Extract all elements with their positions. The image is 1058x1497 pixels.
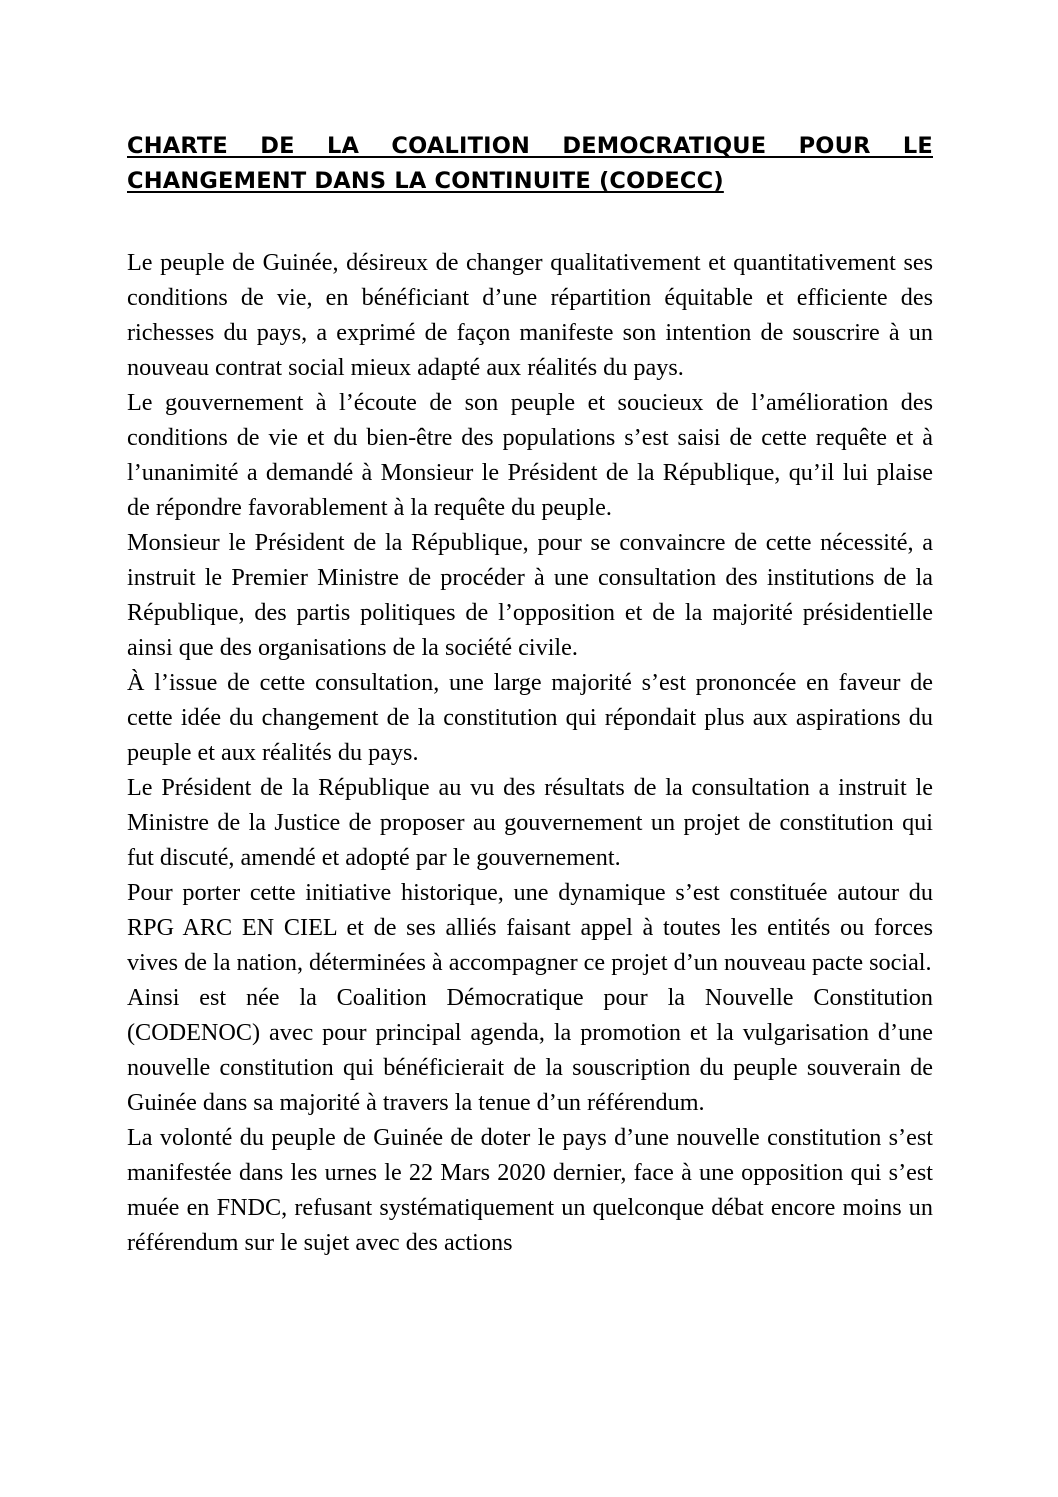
paragraph-4: À l’issue de cette consultation, une large majorité s’est prononcée en faveur de cette idée du changement de la constitution qui répondait plus aux aspirations du peuple et aux réalités du pays.	[127, 669, 933, 766]
paragraph-1: Le peuple de Guinée, désireux de changer qualitativement et quantitativement ses conditions de vie, en bénéficiant d’une répartition équitable et efficiente des richesses du pays, a exprimé de façon manifeste son intention de souscrire à un nouveau contrat social mieux adapté aux réalités du pays.	[127, 249, 933, 381]
document-title: CHARTE DE LA COALITION DEMOCRATIQUE POUR LE CHANGEMENT DANS LA CONTINUITE (CODECC)	[127, 133, 933, 194]
paragraph-2: Le gouvernement à l’écoute de son peuple et soucieux de l’amélioration des conditions de vie et du bien-être des populations s’est saisi de cette requête et à l’unanimité a demandé à Monsieur le Président de la République, qu’il lui plaise de répondre favorablement à la requête du peuple.	[127, 389, 933, 521]
paragraph-3: Monsieur le Président de la République, pour se convaincre de cette nécessité, a instruit le Premier Ministre de procéder à une consultation des institutions de la République, des partis politiques de l’opposition et de la majorité présidentielle ainsi que des organisations de la société civile.	[127, 529, 933, 661]
paragraph-7: Ainsi est née la Coalition Démocratique pour la Nouvelle Constitution (CODENOC) avec pour principal agenda, la promotion et la vulgarisation d’une nouvelle constitution qui bénéficierait de la souscription du peuple souverain de Guinée dans sa majorité à travers la tenue d’un référendum.	[127, 984, 933, 1116]
paragraph-5: Le Président de la République au vu des résultats de la consultation a instruit le Ministre de la Justice de proposer au gouvernement un projet de constitution qui fut discuté, amendé et adopté par le gouvernement.	[127, 774, 933, 871]
paragraph-6: Pour porter cette initiative historique, une dynamique s’est constituée autour du RPG ARC EN CIEL et de ses alliés faisant appel à toutes les entités ou forces vives de la nation, déterminées à accompagner ce projet d’un nouveau pacte social.	[127, 879, 933, 976]
document-body	[127, 245, 933, 1260]
paragraph-8: La volonté du peuple de Guinée de doter le pays d’une nouvelle constitution s’est manifestée dans les urnes le 22 Mars 2020 dernier, face à une opposition qui s’est muée en FNDC, refusant systématiquement un quelconque débat encore moins un référendum sur le sujet avec des actions	[127, 1124, 933, 1256]
